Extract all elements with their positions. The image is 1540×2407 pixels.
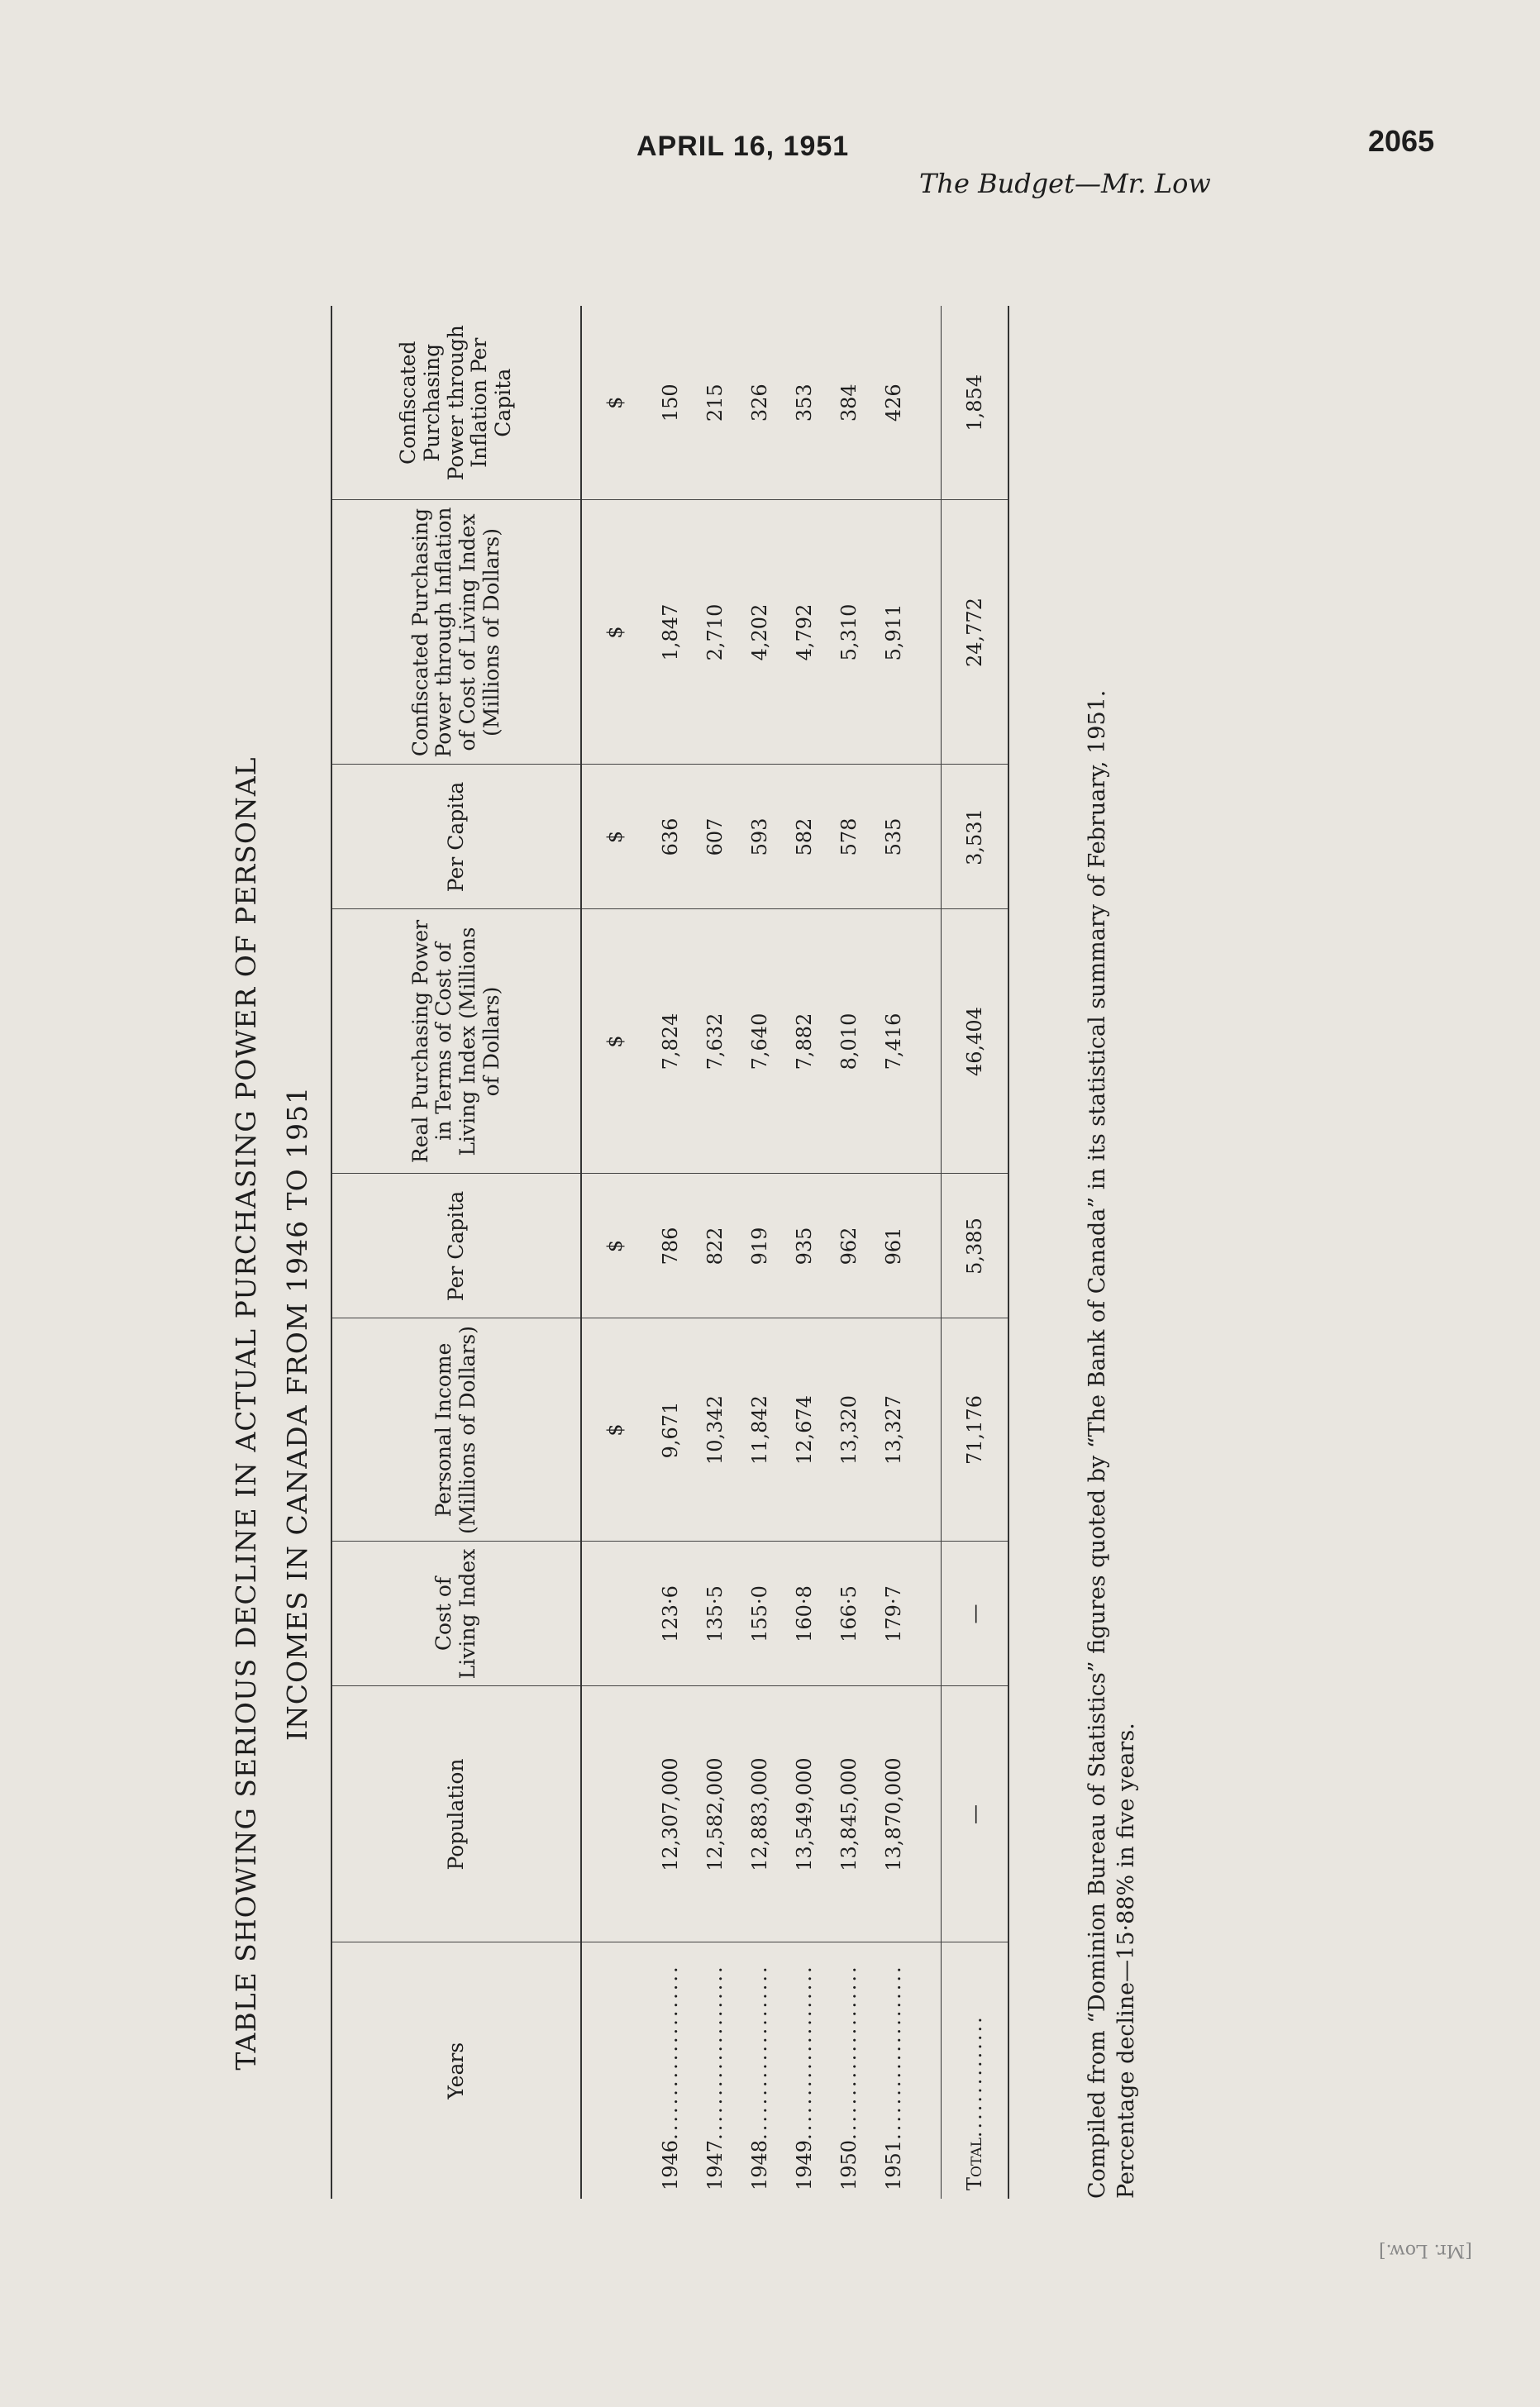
- running-head: The Budget—Mr. Low: [919, 168, 1211, 199]
- table-cell: 12,307,000: [648, 1686, 693, 1942]
- page-number: 2065: [1368, 124, 1435, 158]
- header-row: [331, 306, 581, 2199]
- table-cell: 2,710: [693, 500, 737, 765]
- table-cell: 636: [648, 765, 693, 909]
- table-cell: 426: [871, 306, 916, 500]
- table-cell: 155·0: [737, 1542, 782, 1686]
- total-row: [942, 306, 1009, 2199]
- table-cell: 13,845,000: [827, 1686, 871, 1942]
- unit-cell: [581, 1542, 648, 1686]
- table-cell: 961: [871, 1174, 916, 1318]
- table-cell: 12,582,000: [693, 1686, 737, 1942]
- table-cell: 962: [827, 1174, 871, 1318]
- unit-cell: $: [581, 909, 648, 1174]
- table-cell: 12,883,000: [737, 1686, 782, 1942]
- table-cell: 10,342: [693, 1318, 737, 1542]
- table-cell: 11,842: [737, 1318, 782, 1542]
- year-cell: 1948....................: [748, 1964, 771, 2190]
- col-header-confiscated-power: Confiscated Purchasing Power through Inflation of Cost of Living Index (Millions of Dollars): [331, 500, 581, 765]
- unit-cell: [581, 1686, 648, 1942]
- table-cell: 13,870,000: [871, 1686, 916, 1942]
- table-cell: 24,772: [942, 500, 1009, 765]
- table-cell: 13,320: [827, 1318, 871, 1542]
- table-cell: 135·5: [693, 1542, 737, 1686]
- table-cell: 7,882: [782, 909, 827, 1174]
- table-cell: 935: [782, 1174, 827, 1318]
- table-cell: 1,847: [648, 500, 693, 765]
- units-row: [581, 306, 648, 2199]
- table-row: [871, 306, 916, 2199]
- table-caption-line2: INCOMES IN CANADA FROM 1946 TO 1951: [281, 1085, 313, 1742]
- table-cell: 8,010: [827, 909, 871, 1174]
- table-cell: 13,327: [871, 1318, 916, 1542]
- unit-cell: $: [581, 1318, 648, 1542]
- table-cell: 13,549,000: [782, 1686, 827, 1942]
- table-caption-line1: TABLE SHOWING SERIOUS DECLINE IN ACTUAL PURCHASING POWER OF PERSONAL: [230, 756, 262, 2071]
- table-cell: 160·8: [782, 1542, 827, 1686]
- table-cell: 9,671: [648, 1318, 693, 1542]
- total-label-cell: Total..............: [942, 1942, 1009, 2199]
- page-header-date: APRIL 16, 1951: [637, 131, 850, 162]
- year-cell: 1949....................: [793, 1964, 816, 2190]
- table-cell: 5,385: [942, 1174, 1009, 1318]
- table-cell: 326: [737, 306, 782, 500]
- table-cell: 5,911: [871, 500, 916, 765]
- col-header-per-capita-real: Per Capita: [331, 765, 581, 909]
- year-cell: 1950....................: [837, 1964, 861, 2190]
- table-cell: 215: [693, 306, 737, 500]
- table-cell: 593: [737, 765, 782, 909]
- table-cell: 3,531: [942, 765, 1009, 909]
- unit-cell: [581, 1942, 648, 2199]
- table-source-note: [1083, 306, 1141, 2199]
- col-header-personal-income: Personal Income (Millions of Dollars): [331, 1318, 581, 1542]
- source-note-line: Compiled from “Dominion Bureau of Statistics” figures quoted by “The Bank of Canada” in its statistical summary of February, 1951.: [1085, 689, 1110, 2199]
- unit-cell: $: [581, 1174, 648, 1318]
- table-cell: 4,202: [737, 500, 782, 765]
- col-header-real-purchasing-power: Real Purchasing Power in Terms of Cost of Living Index (Millions of Dollars): [331, 909, 581, 1174]
- table-cell: 786: [648, 1174, 693, 1318]
- table-cell: 582: [782, 765, 827, 909]
- table-cell: 179·7: [871, 1542, 916, 1686]
- table-cell: 123·6: [648, 1542, 693, 1686]
- unit-cell: $: [581, 765, 648, 909]
- table-cell: 578: [827, 765, 871, 909]
- col-header-years: Years: [331, 1942, 581, 2199]
- unit-cell: $: [581, 500, 648, 765]
- table-cell: 4,792: [782, 500, 827, 765]
- table-cell: 71,176: [942, 1318, 1009, 1542]
- year-cell: 1947....................: [703, 1964, 727, 2190]
- table-row: [782, 306, 827, 2199]
- table-row: [648, 306, 693, 2199]
- table-row: [693, 306, 737, 2199]
- purchasing-power-table: [331, 306, 1009, 2199]
- table-cell: 7,640: [737, 909, 782, 1174]
- table-cell: 150: [648, 306, 693, 500]
- table-cell: 353: [782, 306, 827, 500]
- unit-cell: $: [581, 306, 648, 500]
- year-cell: 1946....................: [659, 1964, 682, 2190]
- table-cell: 535: [871, 765, 916, 909]
- table-cell: 822: [693, 1174, 737, 1318]
- table-row: [737, 306, 782, 2199]
- table-cell: 7,416: [871, 909, 916, 1174]
- table-cell: 12,674: [782, 1318, 827, 1542]
- table-cell: —: [942, 1686, 1009, 1942]
- rotated-table-block: [207, 306, 1199, 2199]
- table-cell: 46,404: [942, 909, 1009, 1174]
- table-cell: 7,632: [693, 909, 737, 1174]
- col-header-per-capita-income: Per Capita: [331, 1174, 581, 1318]
- table-cell: 166·5: [827, 1542, 871, 1686]
- table-cell: 384: [827, 306, 871, 500]
- spacer-row: [916, 306, 942, 2199]
- edge-mark: [Mr. Low.]: [1379, 2240, 1472, 2261]
- col-header-population: Population: [331, 1686, 581, 1942]
- table-row: [827, 306, 871, 2199]
- table-cell: 919: [737, 1174, 782, 1318]
- col-header-cost-of-living: Cost of Living Index: [331, 1542, 581, 1686]
- table-cell: 607: [693, 765, 737, 909]
- table-cell: 7,824: [648, 909, 693, 1174]
- year-cell: 1951....................: [882, 1964, 905, 2190]
- table-cell: 1,854: [942, 306, 1009, 500]
- col-header-confiscated-per-capita: Confiscated Purchasing Power through Inflation Per Capita: [331, 306, 581, 500]
- table-cell: —: [942, 1542, 1009, 1686]
- percentage-decline-note: Percentage decline—15·88% in five years.: [1113, 1723, 1140, 2199]
- table-cell: 5,310: [827, 500, 871, 765]
